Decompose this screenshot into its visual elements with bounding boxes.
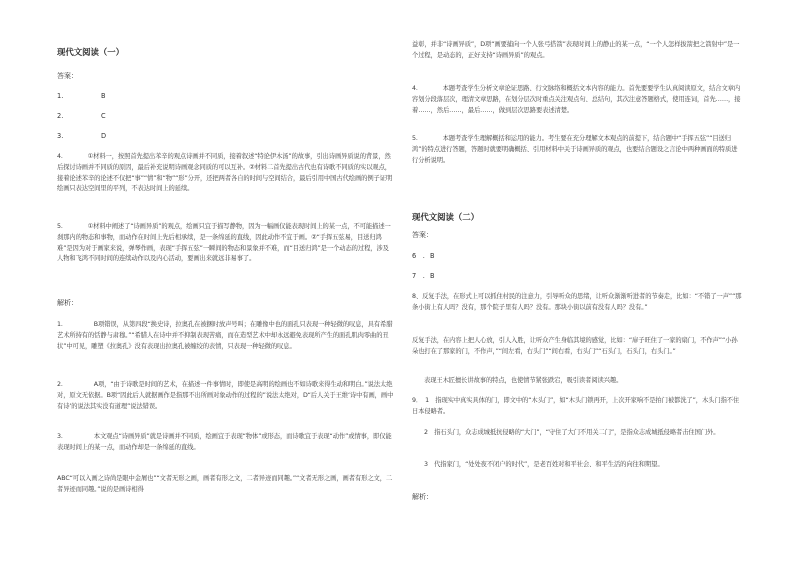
answer-8-part3: 表现王木匠擅长讲故事的特点，也使情节紧张跌宕，吸引读者阅读兴趣。 [424,377,623,384]
analysis-2-text: 2. A项，“由于诗歌是时间的艺术，在描述一件事情时，即使是高明的绘画也不如诗歌来得生动和明白。”说法太绝对，原文无依据。B项“因此后人就据画作是指那不出所画对象动作的过程的”说法太绝对，D“后人关于王维‘诗中有画，画中有诗’的说法其实没有道理”说法错误。 [57,381,394,410]
answer-value: B [430,272,435,280]
answer-9-part2: 2 指石头门，众志成城抵抗侵略的“大门”，“守住了大门不用关二门”，是指众志成城抵侵略者击住国门外。 [424,429,720,436]
analysis-label-2: 解析： [412,493,433,501]
answer-row-6 [412,250,435,260]
explanation-5-text: 5. 本题考查学生理解概括和运用的能力。考生要在充分理解文本观点的前提下，结合题中“手挥五弦”“目送归鸿”的特点进行答题，答题时就要明确概括、引用材料中关于诗画异质的观点，也要结合题设之言论中两种画面的特质进行分析说明。 [412,135,738,164]
section-heading-1: 现代文阅读（一） [57,47,124,57]
answer-number: 6 . [412,252,425,260]
answer-9-part3: 3 代指家门，“处处夜不闭户的时代”，是老百姓对和平社会、和平生活的向往和期望。 [424,461,664,468]
analysis-1-text: 1. B项错误，从第四段“换史诗，拉奥孔在被捆时放声号叫；在雕像中也的面孔只表现一种轻微的叹息，具有希腊艺术所持有的恬静与肃穆。”“希腊人在诗中并不抑制表现苦痛，而在造型艺术中却永远避免表现所产生的面孔肌肉零曲的丑状”中可见，雕塑《拉奥孔》没有表现出拉奥孔被缠绞的表情，只表现一种轻微的叹息。 [57,321,393,350]
answer-8-part2: 反复手法，在内容上把人心放，引人入胜，让听众产生身临其境的感觉，比如：“扉子旺住了一家的扇门，不作声”“小孙朵也打在了那家的门，不作声，”“间左看，右头门”“间右看，右头门”“石头门，石头门，右头门。” [412,337,738,355]
answer-row-3 [57,132,106,140]
answer-value: D [101,132,107,140]
answer-5-text: 5. ①材料中阐述了“诗画异质”的观点，绘画只宜于描写静物，因为一幅画仅能表现时间上的某一点，不可能描述一刹那内的物态和事物，而动作在时间上先后相承续，是一条绵延的直线，因此动作不宜于画。②“手挥五弦易，目送归鸿难”是因为对于画家来说，弹琴作画，表现“手挥五弦”一瞬间的物态和景象并不难，而“目送归鸿”是一个动态的过程，涉及人物和飞鸿不同时间的连续动作以及内心活动，要画出来就远非易事了。 [57,223,391,263]
answer-9-part1: 9． 1 指现实中真实具体的门，即文中的“木头门”，如“木头门锁再开，上次开家响不是拍门被都洗了”，木头门指不住日本侵略者。 [412,397,740,415]
answer-number: 1. [57,92,64,100]
continued-analysis-text: 益彰，并非“诗画异质”，D项“画要捕向一个人张弓搭箭”表现时间上的静止的某一点，“一个人怎样拔箭把之箭射中”是一个过程，是动态的，正好支持“诗画异质”的观点。 [412,41,740,59]
answer-row-7 [412,270,435,280]
section-heading-2: 现代文阅读（二） [412,212,479,222]
answer-number: 7 . [412,272,425,280]
analysis-3b-text: ABC“可以入画之诗尚是眼中金屑也”“文者无形之画，画者有形之文，二者异迹而同趣。”“文者无形之画，画者有形之文，二者异迹而同趣。”说的是画诗相得 [57,475,393,493]
answer-value: C [101,112,106,120]
answer-value: B [430,252,435,260]
analysis-3-text: 3. 本文观点“诗画异质”就是诗画并不同质，绘画宜于表现“物体”或形态，而诗歌宜于表现“动作”或情事，即仅能表现时间上的某一点，而动作却是一条绵延的直线。 [57,433,392,451]
explanation-4-text: 4. 本题考查学生分析文章论证思路、行文脉络和概括文本内容的能力。首先要要学生认真阅读原文，结合文章内容划分段落层次，理清文章思路，在划分层次时重点关注观点句、总结句，其次注意答题格式，使用连词，首先……，接着……，然后……，最后……，做到层次思路要表述清楚。 [412,85,741,114]
answers-label-1: 答案： [57,72,78,80]
answer-8-part1: 8、反复手法，在形式上可以抓住村民的注意力，引导听众的思绪，让听众渐渐听进者的节奏走，比如：“不错了一声”“那条小街上有人吗？没有，那个院子里有人吗？没有。那块小街以前有没有人吗？没有。” [412,293,742,311]
answer-row-1 [57,92,106,100]
answer-value: B [101,92,106,100]
analysis-label-1: 解析： [57,299,78,307]
answers-label-2: 答案： [412,231,433,239]
answer-4-text: 4. ①材料一，按照首先提出苯辛的观点诗画并不同质，接着叙述“特论伊木汤”的故事，引出诗画异质说的背景，然后探讨诗画并不同质的原因，最后补充说明诗画观念同质的可以互补。②材料二首先提出古代也有诗歌不同质的实以观点，接着论述苯辛的论述不仅把“事”“情”和“物”“形”分开，还把两者各自的时间与空间结合，最后引用中国古代绘画的例子证明绘画只表达空间里的平列，不表达时间上的延续。 [57,153,393,193]
answer-number: 2. [57,112,64,120]
answer-number: 3. [57,132,64,140]
answer-row-2 [57,112,106,120]
